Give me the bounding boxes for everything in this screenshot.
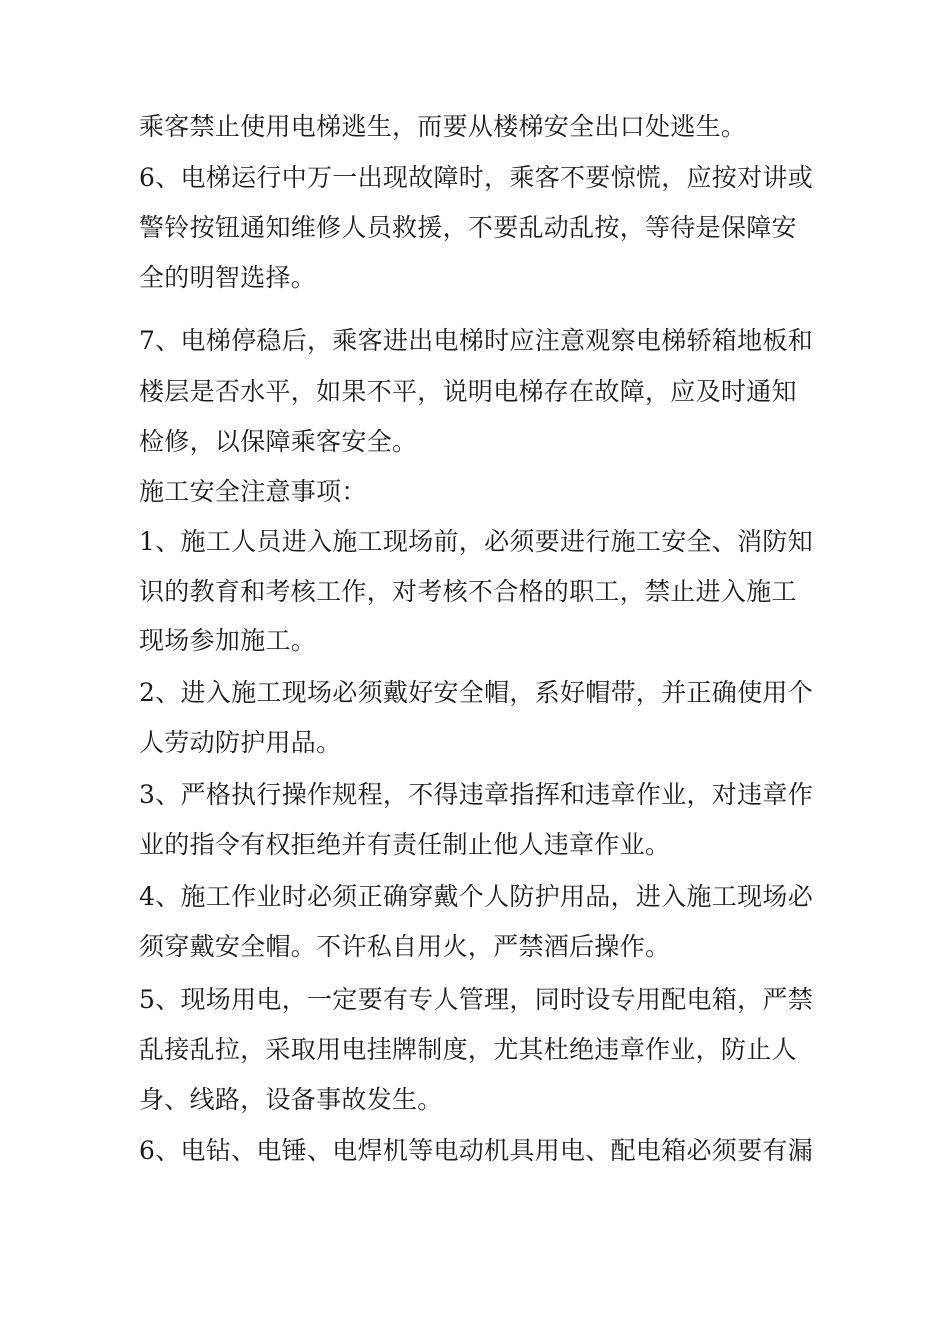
text-line: 楼层是否水平，如果不平，说明电梯存在故障，应及时通知: [139, 377, 797, 406]
text-line: 现场参加施工。: [139, 626, 317, 655]
text-line: 2、进入施工现场必须戴好安全帽，系好帽带，并正确使用个: [139, 678, 814, 707]
text-line: 6、电钻、电锤、电焊机等电动机具用电、配电箱必须要有漏: [139, 1136, 814, 1165]
text-line: 4、施工作业时必须正确穿戴个人防护用品，进入施工现场必: [139, 882, 814, 911]
text-line: 身、线路，设备事故发生。: [139, 1085, 443, 1114]
text-line: 须穿戴安全帽。不许私自用火，严禁酒后操作。: [139, 932, 671, 961]
text-line: 7、电梯停稳后，乘客进出电梯时应注意观察电梯轿箱地板和: [139, 326, 814, 355]
text-line: 人劳动防护用品。: [139, 728, 342, 757]
text-line: 乱接乱拉，采取用电挂牌制度，尤其杜绝违章作业，防止人: [139, 1035, 797, 1064]
section-heading: 施工安全注意事项：: [139, 477, 367, 506]
text-line: 乘客禁止使用电梯逃生，而要从楼梯安全出口处逃生。: [139, 112, 747, 141]
text-line: 识的教育和考核工作，对考核不合格的职工，禁止进入施工: [139, 577, 797, 606]
text-line: 全的明智选择。: [139, 263, 317, 292]
text-line: 3、严格执行操作规程，不得违章指挥和违章作业，对违章作: [139, 780, 814, 809]
text-line: 业的指令有权拒绝并有责任制止他人违章作业。: [139, 830, 671, 859]
text-line: 5、现场用电，一定要有专人管理，同时设专用配电箱，严禁: [139, 985, 814, 1014]
text-line: 6、电梯运行中万一出现故障时，乘客不要惊慌，应按对讲或: [139, 163, 814, 192]
text-line: 1、施工人员进入施工现场前，必须要进行施工安全、消防知: [139, 527, 814, 556]
text-line: 检修，以保障乘客安全。: [139, 427, 418, 456]
text-line: 警铃按钮通知维修人员救援，不要乱动乱按，等待是保障安: [139, 213, 797, 242]
